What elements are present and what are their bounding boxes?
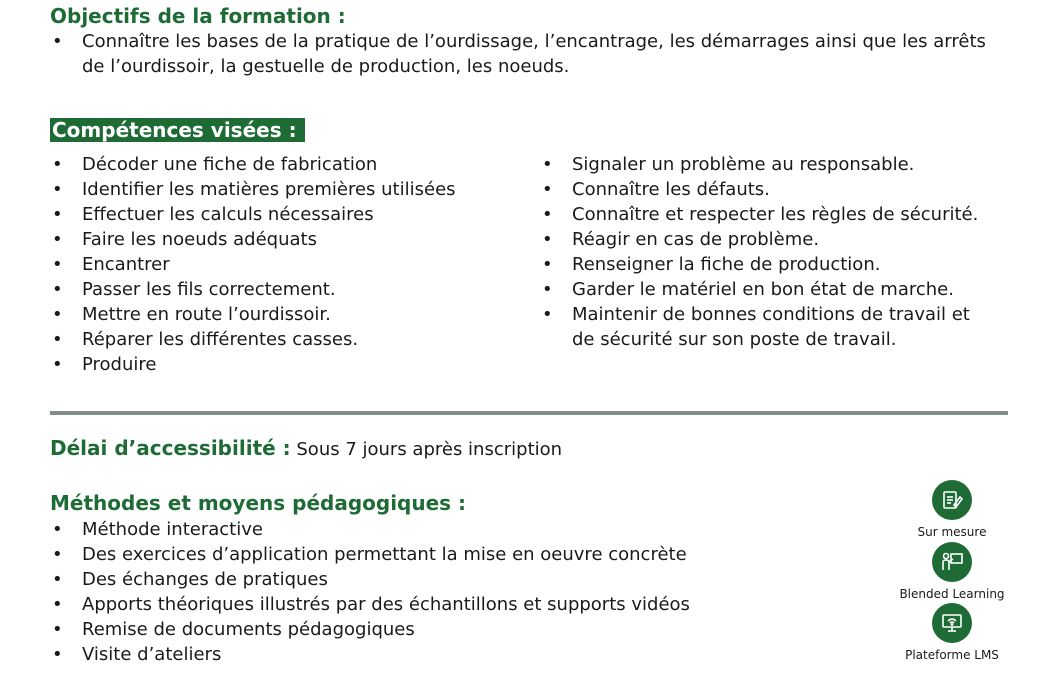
- competences-right-list: [540, 152, 1000, 352]
- monitor-wifi-icon: [932, 603, 972, 643]
- list-item: • Visite d’ateliers: [50, 642, 870, 667]
- objectives-list: [50, 29, 990, 79]
- accessibility-value: Sous 7 jours après inscription: [290, 439, 563, 460]
- list-item: • Décoder une fiche de fabrication: [50, 152, 520, 177]
- list-item: • Apports théoriques illustrés par des échantillons et supports vidéos: [50, 592, 870, 617]
- list-item: • Remise de documents pédagogiques: [50, 617, 870, 642]
- list-item: • Identifier les matières premières utilisées: [50, 177, 520, 202]
- badge-label: Plateforme LMS: [905, 648, 999, 662]
- accessibility-label: Délai d’accessibilité :: [50, 436, 291, 460]
- accessibility-line: [50, 436, 562, 460]
- list-item: • Renseigner la fiche de production.: [540, 252, 1000, 277]
- list-item: • Mettre en route l’ourdissoir.: [50, 302, 520, 327]
- competences-title: Compétences visées :: [50, 118, 305, 142]
- competences-left-list: [50, 152, 520, 377]
- list-item: • Encantrer: [50, 252, 520, 277]
- list-item: • Connaître les défauts.: [540, 177, 1000, 202]
- methods-list: [50, 517, 870, 667]
- list-item: • Effectuer les calculs nécessaires: [50, 202, 520, 227]
- objectives-title: Objectifs de la formation :: [50, 4, 346, 28]
- list-item: • Connaître les bases de la pratique de l’ourdissage, l’encantrage, les démarrages ainsi que les arrêts de l’ourdissoir, la gestuelle de production, les noeuds.: [50, 29, 990, 79]
- badge-label: Sur mesure: [917, 525, 987, 539]
- list-item: • Faire les noeuds adéquats: [50, 227, 520, 252]
- list-item: • Maintenir de bonnes conditions de travail et de sécurité sur son poste de travail.: [540, 302, 992, 352]
- list-item: • Méthode interactive: [50, 517, 870, 542]
- list-item: • Signaler un problème au responsable.: [540, 152, 1000, 177]
- presenter-board-icon: [932, 542, 972, 582]
- list-item: • Passer les fils correctement.: [50, 277, 520, 302]
- badge-label: Blended Learning: [899, 587, 1005, 601]
- badge-plateforme-lms: [897, 603, 1007, 662]
- list-item: • Produire: [50, 352, 520, 377]
- list-item: • Des échanges de pratiques: [50, 567, 870, 592]
- badge-blended-learning: [897, 542, 1007, 601]
- edit-document-icon: [932, 480, 972, 520]
- list-item: • Réparer les différentes casses.: [50, 327, 520, 352]
- list-item: • Réagir en cas de problème.: [540, 227, 1000, 252]
- list-item: • Des exercices d’application permettant la mise en oeuvre concrète: [50, 542, 870, 567]
- list-item: • Connaître et respecter les règles de sécurité.: [540, 202, 1000, 227]
- badge-sur-mesure: [897, 480, 1007, 539]
- section-divider: [50, 411, 1008, 415]
- methods-title: Méthodes et moyens pédagogiques :: [50, 491, 467, 515]
- list-item: • Garder le matériel en bon état de marche.: [540, 277, 1000, 302]
